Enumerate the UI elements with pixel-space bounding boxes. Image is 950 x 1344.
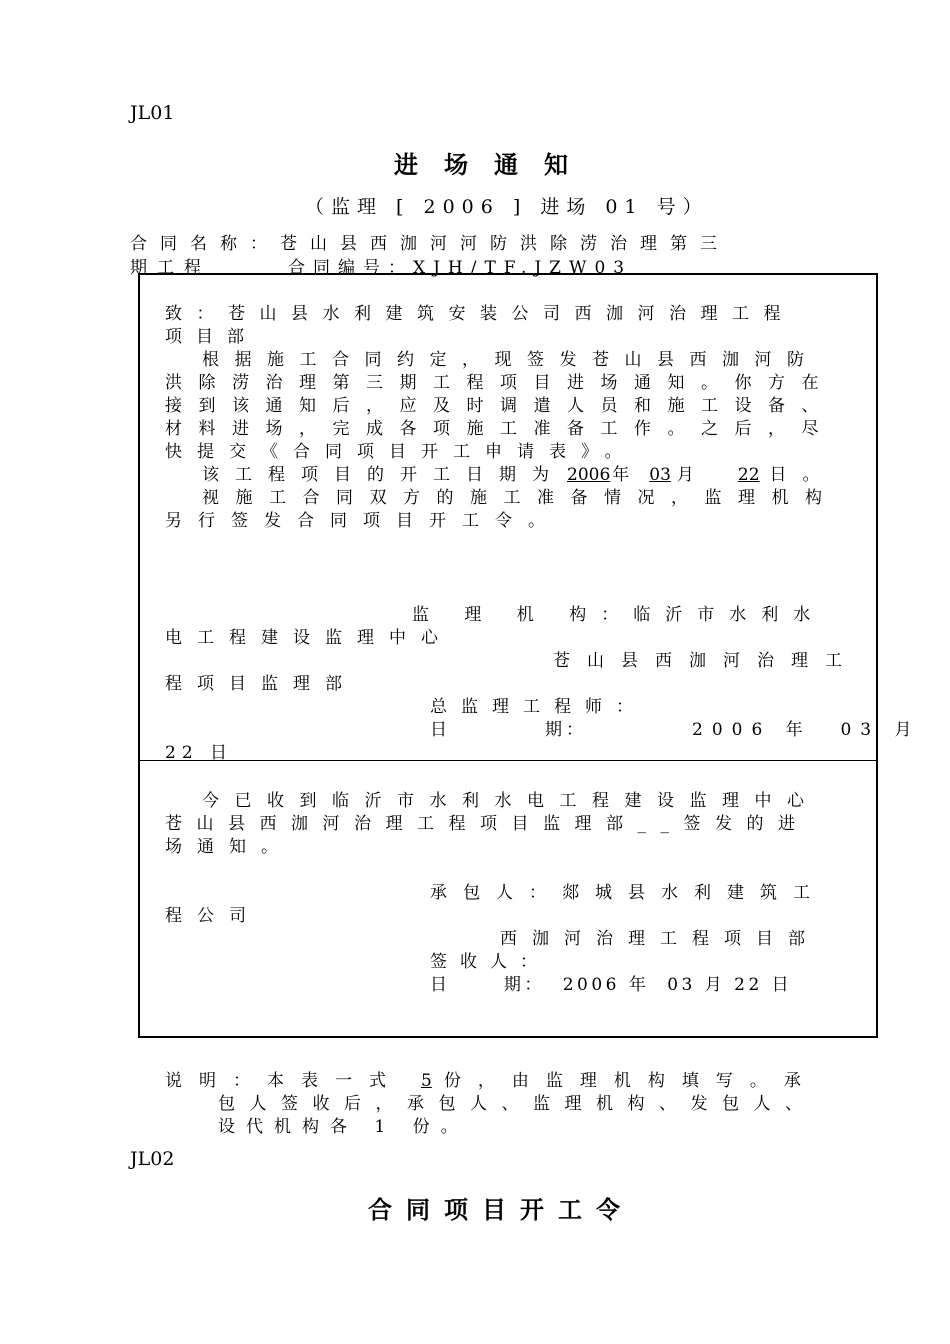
contract-name-line [130, 229, 836, 254]
chief-engineer-label: 总监理工程师： [430, 697, 647, 717]
body-paragraph-line: 快提交《合同项目开工申请表》。 [165, 442, 637, 462]
body-paragraph-line: 另行签发合同项目开工令。 [165, 511, 561, 531]
note-copies: 5 [421, 1071, 432, 1091]
body-paragraph-line: 视施工合同双方的施工准备情况，监理机构 [202, 488, 839, 508]
contract-name: 合同名称：苍山县西泇河河防洪除涝治理第三 [130, 234, 730, 254]
supervisor-date-value: 2006 年 03 月 [692, 720, 921, 740]
start-date-prefix: 该工程项目的开工日期为 [202, 465, 565, 485]
form-divider [138, 760, 878, 761]
note-suffix: 份，由监理机构填写。承 [443, 1071, 818, 1091]
start-date-month-unit: 月 [676, 465, 710, 485]
receipt-date: 日 期： 2006 年 03 月 22 日 [430, 975, 793, 995]
supervisor-date-day: 22 日 [165, 743, 234, 763]
supervisor-org-name: 电工程建设监理中心 [165, 628, 453, 648]
form-code-jl02: JL02 [130, 1148, 175, 1170]
contractor-dept: 西泇河治理工程项目部 [500, 929, 820, 949]
receipt-line: 今已收到临沂市水利水电工程建设监理中心 [202, 791, 820, 811]
supervisor-org-label: 监 理 机 构：临沂市水利水 [412, 605, 826, 625]
receipt-line: 苍山县西泇河治理工程项目监理部__签发的进 [165, 814, 810, 834]
contract-number: 合同编号：XJH/TF.JZW03 [288, 258, 633, 278]
body-paragraph-line: 根据施工合同约定，现签发苍山县西泇河防 [202, 350, 820, 370]
body-paragraph-line: 接到该通知后，应及时调遣人员和施工设备、 [165, 396, 835, 416]
supervisor-dept: 苍山县西泇河治理工 [553, 651, 859, 671]
note-prefix: 说明：本表一式 [165, 1071, 403, 1091]
body-paragraph-line: 材料进场，完成各项施工准备工作。之后，尽 [165, 419, 835, 439]
note-line-2: 包人签收后，承包人、监理机构、发包人、 [218, 1094, 817, 1114]
body-paragraph-line: 洪除涝治理第三期工程项目进场通知。你方在 [165, 373, 835, 393]
document-number: （监理 [ 2006 ] 进场 01 号） [305, 196, 709, 218]
start-date-year-unit: 年 [612, 465, 646, 485]
supervisor-dept-2: 程项目监理部 [165, 674, 357, 694]
start-date-day-unit: 日。 [769, 465, 836, 485]
page-title: 进场通知 [394, 150, 594, 179]
contractor-label: 承包人：郯城县水利建筑工 [430, 883, 826, 903]
contract-name-continued: 期工程 [130, 258, 211, 278]
page-title-2: 合同项目开工令 [368, 1195, 634, 1224]
note-line [165, 1066, 818, 1091]
recipient-line-2: 项目部 [165, 327, 258, 347]
recipient-line: 致：苍山县水利建筑安装公司西泇河治理工程 [165, 304, 795, 324]
form-code-jl01: JL01 [130, 102, 175, 124]
receipt-line: 场通知。 [165, 837, 293, 857]
note-line-3: 设代机构各 1 份。 [218, 1117, 469, 1137]
signer-label: 签收人： [430, 952, 550, 972]
contractor-name: 程公司 [165, 906, 261, 926]
start-date-month: 03 [649, 465, 671, 485]
start-date-line [202, 460, 836, 485]
start-date-year: 2006 [567, 465, 611, 485]
supervisor-date-label: 日 期： [430, 720, 588, 740]
start-date-day: 22 [737, 465, 760, 485]
